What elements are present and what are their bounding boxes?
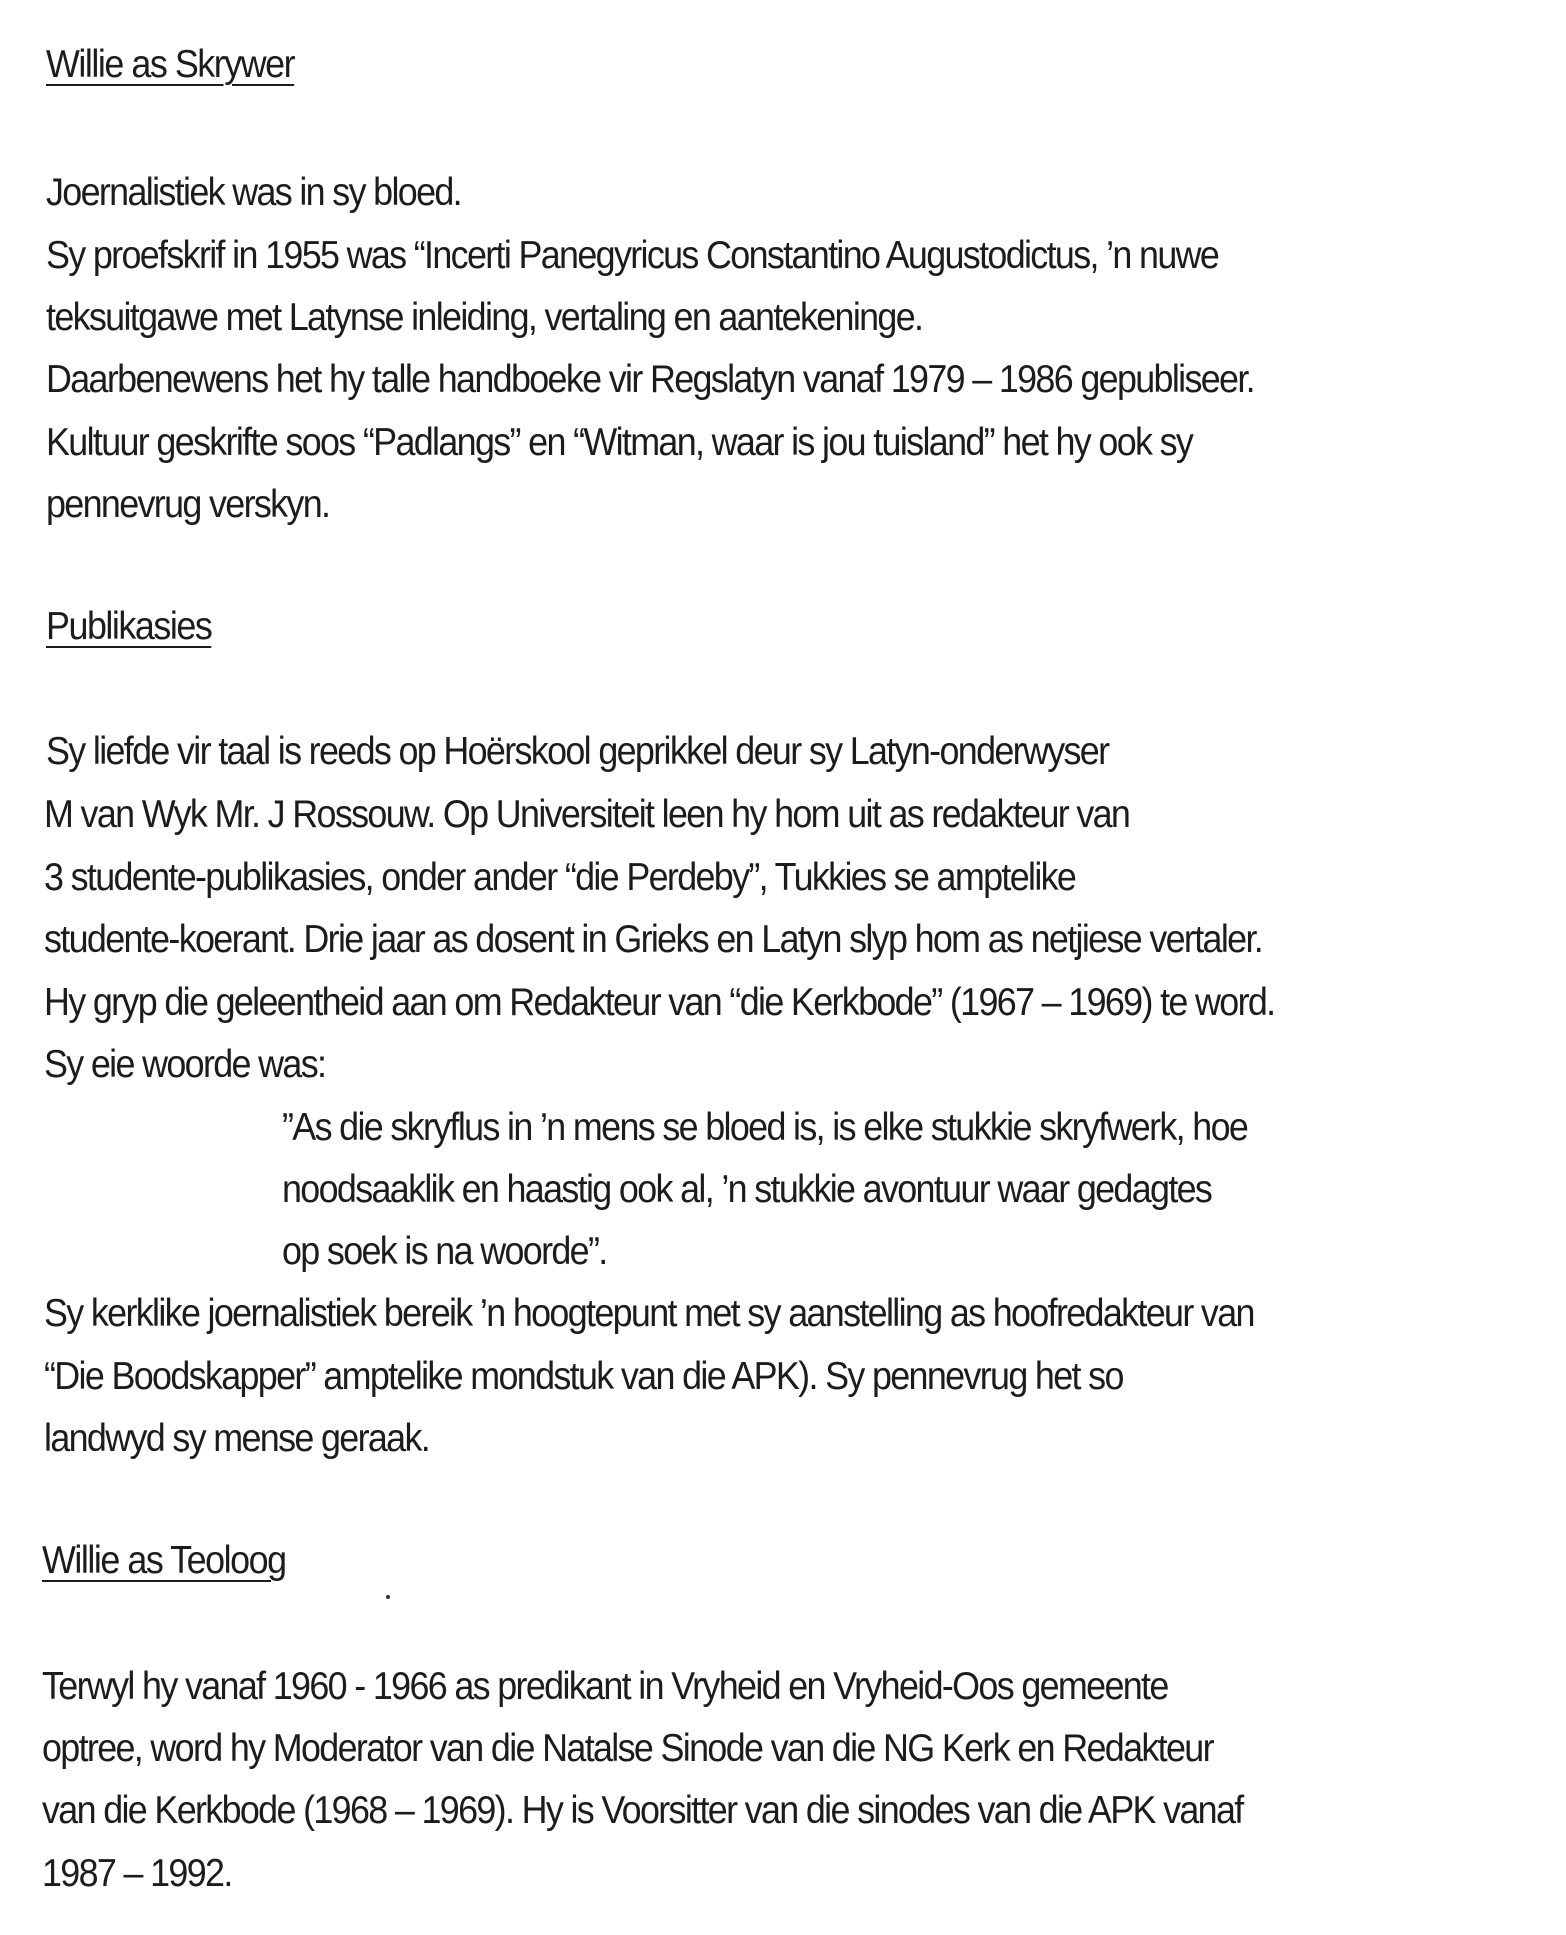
paragraph-line: “Die Boodskapper” amptelike mondstuk van die APK). Sy pennevrug het so xyxy=(44,1355,1123,1398)
paragraph-line: Terwyl hy vanaf 1960 - 1966 as predikant in Vryheid en Vryheid-Oos gemeente xyxy=(42,1665,1168,1708)
section-heading-teoloog: Willie as Teoloog xyxy=(42,1539,286,1582)
paragraph-line: optree, word hy Moderator van die Natalse Sinode van die NG Kerk en Redakteur xyxy=(42,1727,1213,1770)
quote-line: ”As die skryflus in ’n mens se bloed is, is elke stukkie skryfwerk, hoe xyxy=(282,1106,1248,1149)
paragraph-line: Sy proefskrif in 1955 was “Incerti Panegyricus Constantino Augustodictus, ’n nuwe xyxy=(46,234,1219,277)
scan-speck xyxy=(386,1595,390,1599)
paragraph-line: teksuitgawe met Latynse inleiding, vertaling en aantekeninge. xyxy=(46,296,923,339)
paragraph-line: Sy kerklike joernalistiek bereik ’n hoogtepunt met sy aanstelling as hoofredakteur van xyxy=(44,1292,1254,1335)
paragraph-line: Kultuur geskrifte soos “Padlangs” en “Witman, waar is jou tuisland” het hy ook sy xyxy=(46,421,1193,464)
paragraph-line: studente-koerant. Drie jaar as dosent in Grieks en Latyn slyp hom as netjiese vertaler. xyxy=(44,918,1263,961)
section-heading-skrywer: Willie as Skrywer xyxy=(46,43,295,86)
paragraph-line: Sy eie woorde was: xyxy=(44,1043,326,1086)
paragraph-line: Daarbenewens het hy talle handboeke vir Regslatyn vanaf 1979 – 1986 gepubliseer. xyxy=(46,358,1254,401)
paragraph-line: Sy liefde vir taal is reeds op Hoërskool geprikkel deur sy Latyn-onderwyser xyxy=(46,730,1109,773)
paragraph-line: 3 studente-publikasies, onder ander “die Perdeby”, Tukkies se amptelike xyxy=(44,856,1076,899)
paragraph-line: Hy gryp die geleentheid aan om Redakteur van “die Kerkbode” (1967 – 1969) te word. xyxy=(44,981,1275,1024)
paragraph-line: 1987 – 1992. xyxy=(42,1852,232,1895)
paragraph-line: landwyd sy mense geraak. xyxy=(44,1417,430,1460)
section-heading-publikasies: Publikasies xyxy=(46,605,212,648)
paragraph-line: M van Wyk Mr. J Rossouw. Op Universiteit leen hy hom uit as redakteur van xyxy=(44,793,1130,836)
paragraph-line: Joernalistiek was in sy bloed. xyxy=(46,171,461,214)
quote-line: op soek is na woorde”. xyxy=(282,1230,607,1273)
quote-line: noodsaaklik en haastig ook al, ’n stukkie avontuur waar gedagtes xyxy=(282,1168,1212,1211)
paragraph-line: van die Kerkbode (1968 – 1969). Hy is Voorsitter van die sinodes van die APK vanaf xyxy=(42,1789,1243,1832)
paragraph-line: pennevrug verskyn. xyxy=(46,483,330,526)
